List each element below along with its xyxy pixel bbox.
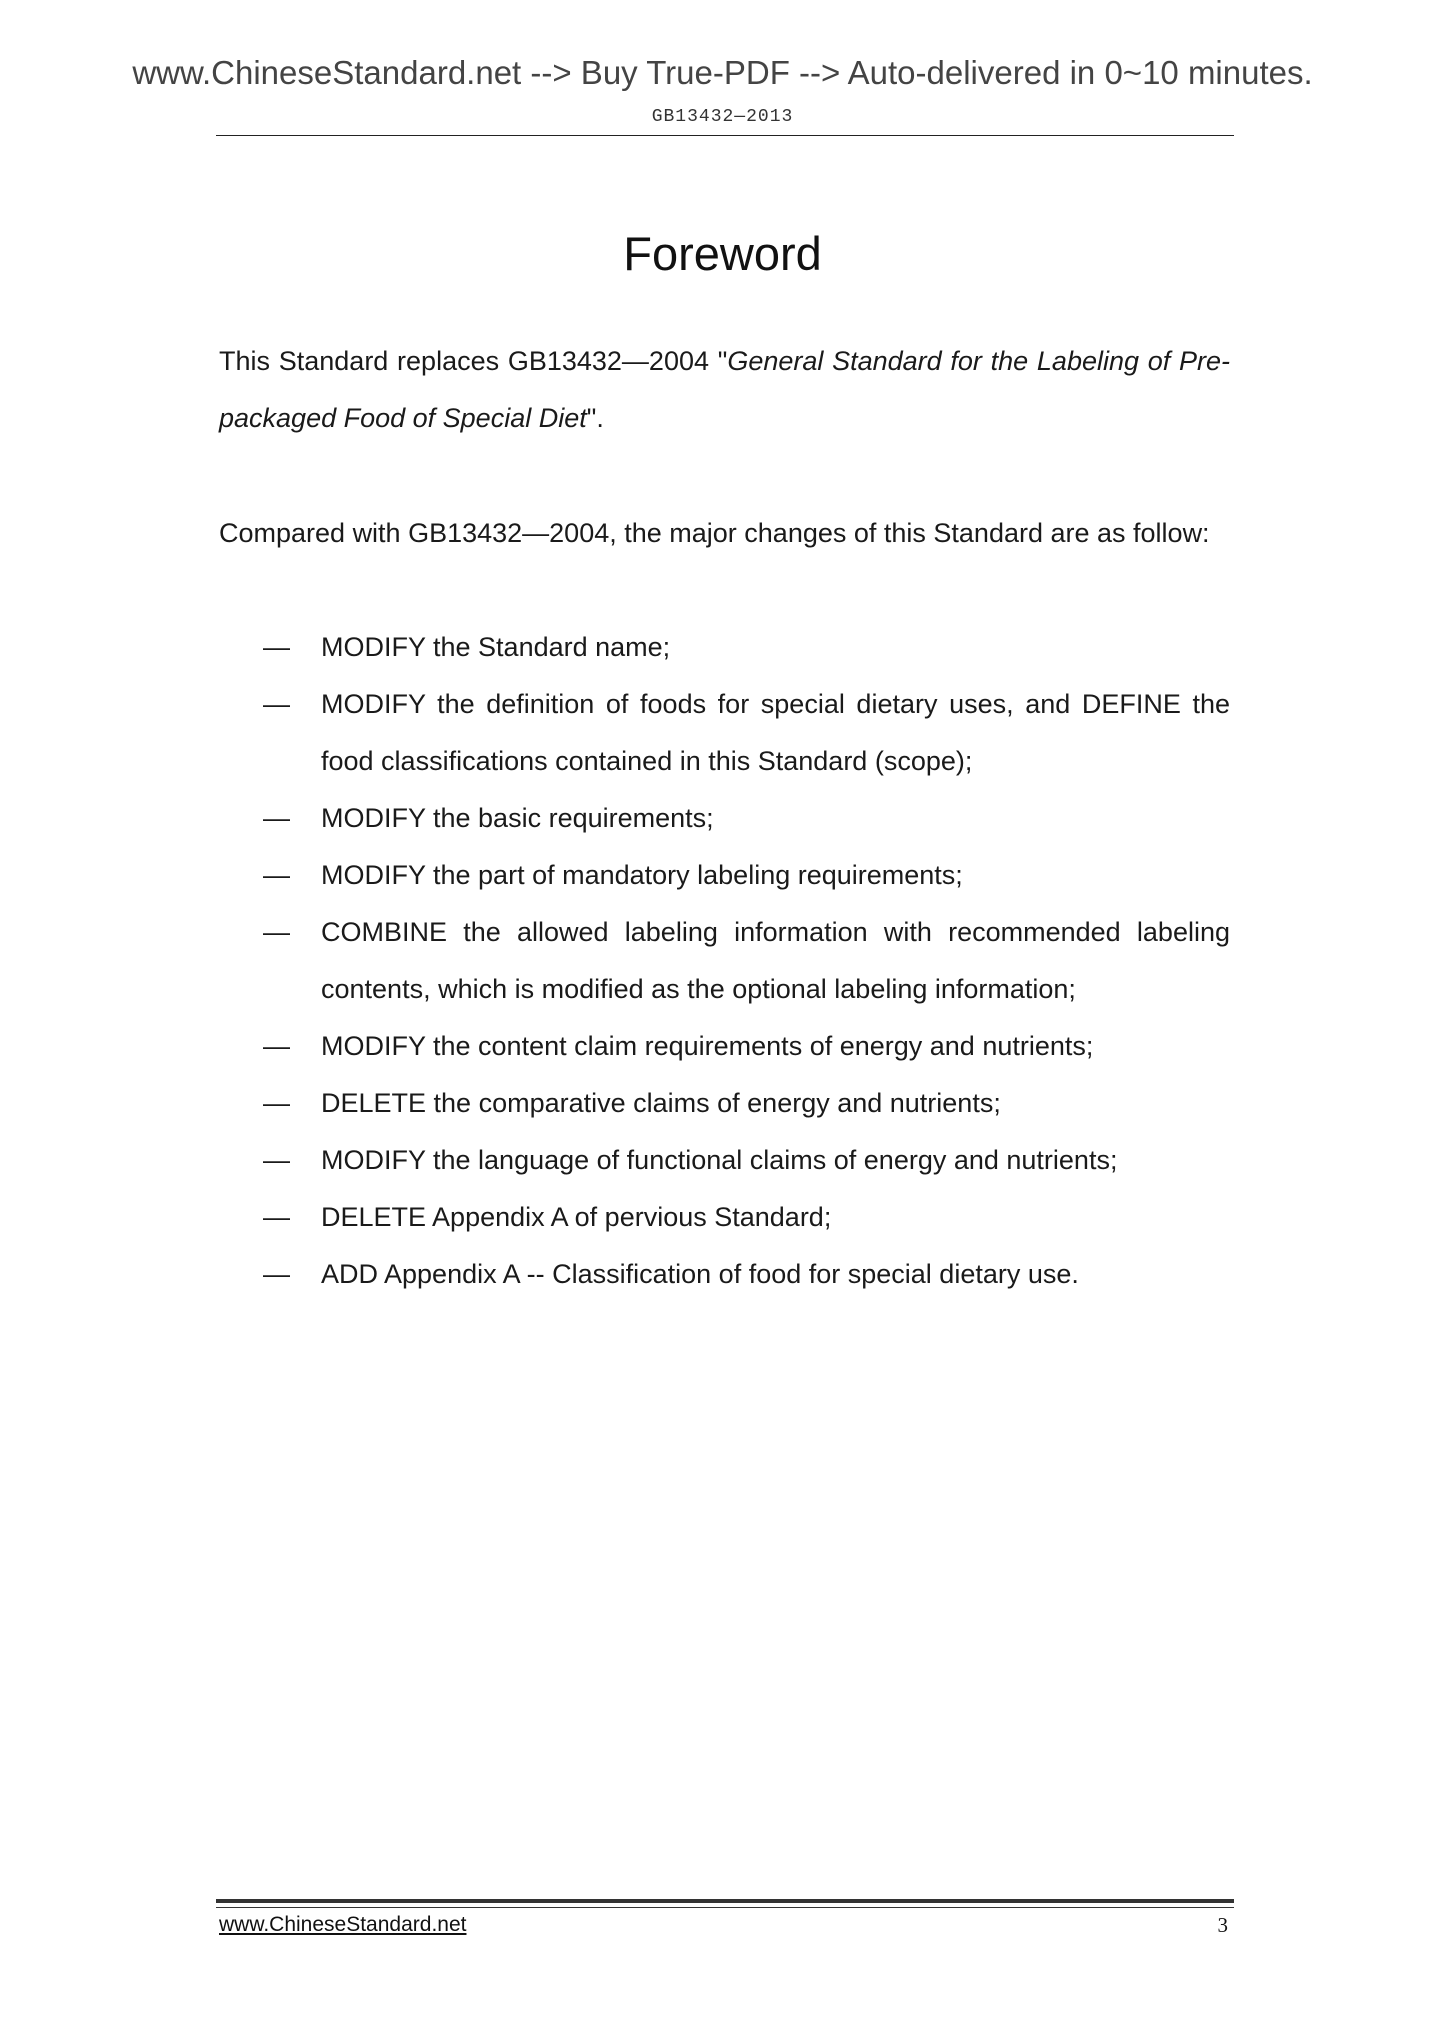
list-item-text: COMBINE the allowed labeling information with recommended labeling contents, which is modified as the optional labeling information;	[321, 917, 1230, 1004]
list-item-text: MODIFY the language of functional claims of energy and nutrients;	[321, 1145, 1118, 1175]
list-item-text: MODIFY the definition of foods for special dietary uses, and DEFINE the food classifications contained in this Standard (scope);	[321, 689, 1230, 776]
intro-prefix: This Standard replaces GB13432—2004 "	[219, 346, 728, 376]
list-item-text: ADD Appendix A -- Classification of food for special dietary use.	[321, 1259, 1079, 1289]
changes-list	[219, 619, 1230, 1303]
dash-bullet: —	[263, 689, 290, 719]
footer-divider-thick	[216, 1899, 1234, 1903]
intro-paragraph	[219, 333, 1230, 447]
dash-bullet: —	[263, 632, 290, 662]
list-item	[219, 1246, 1230, 1303]
list-item	[219, 1132, 1230, 1189]
list-item	[219, 619, 1230, 676]
dash-bullet: —	[263, 860, 290, 890]
list-item-text: MODIFY the part of mandatory labeling requirements;	[321, 860, 963, 890]
list-item-text: MODIFY the content claim requirements of energy and nutrients;	[321, 1031, 1094, 1061]
dash-bullet: —	[263, 1259, 290, 1289]
footer-divider-thin	[216, 1907, 1234, 1908]
list-item	[219, 904, 1230, 1018]
footer-website-link[interactable]: www.ChineseStandard.net	[219, 1913, 467, 1936]
list-item	[219, 676, 1230, 790]
list-item	[219, 790, 1230, 847]
page-number: 3	[1217, 1913, 1228, 1937]
list-item	[219, 1018, 1230, 1075]
standard-code: GB13432—2013	[651, 107, 794, 127]
header-divider	[216, 135, 1234, 136]
dash-bullet: —	[263, 1202, 290, 1232]
list-item-text: MODIFY the basic requirements;	[321, 803, 714, 833]
dash-bullet: —	[263, 1145, 290, 1175]
referenced-standard-title: General Standard for the Labeling of Pre-packaged Food of Special Diet	[219, 346, 1230, 433]
list-item-text: MODIFY the Standard name;	[321, 632, 671, 662]
dash-bullet: —	[263, 1088, 290, 1118]
list-item-text: DELETE Appendix A of pervious Standard;	[321, 1202, 832, 1232]
dash-bullet: —	[263, 917, 290, 947]
dash-bullet: —	[263, 803, 290, 833]
top-banner: www.ChineseStandard.net --> Buy True-PDF --> Auto-delivered in 0~10 minutes.	[132, 54, 1313, 91]
list-item	[219, 1075, 1230, 1132]
intro-suffix: ".	[586, 403, 604, 433]
dash-bullet: —	[263, 1031, 290, 1061]
list-item	[219, 847, 1230, 904]
list-item-text: DELETE the comparative claims of energy and nutrients;	[321, 1088, 1001, 1118]
list-item	[219, 1189, 1230, 1246]
comparison-paragraph: Compared with GB13432—2004, the major changes of this Standard are as follow:	[219, 518, 1210, 548]
page-title: Foreword	[623, 227, 822, 280]
